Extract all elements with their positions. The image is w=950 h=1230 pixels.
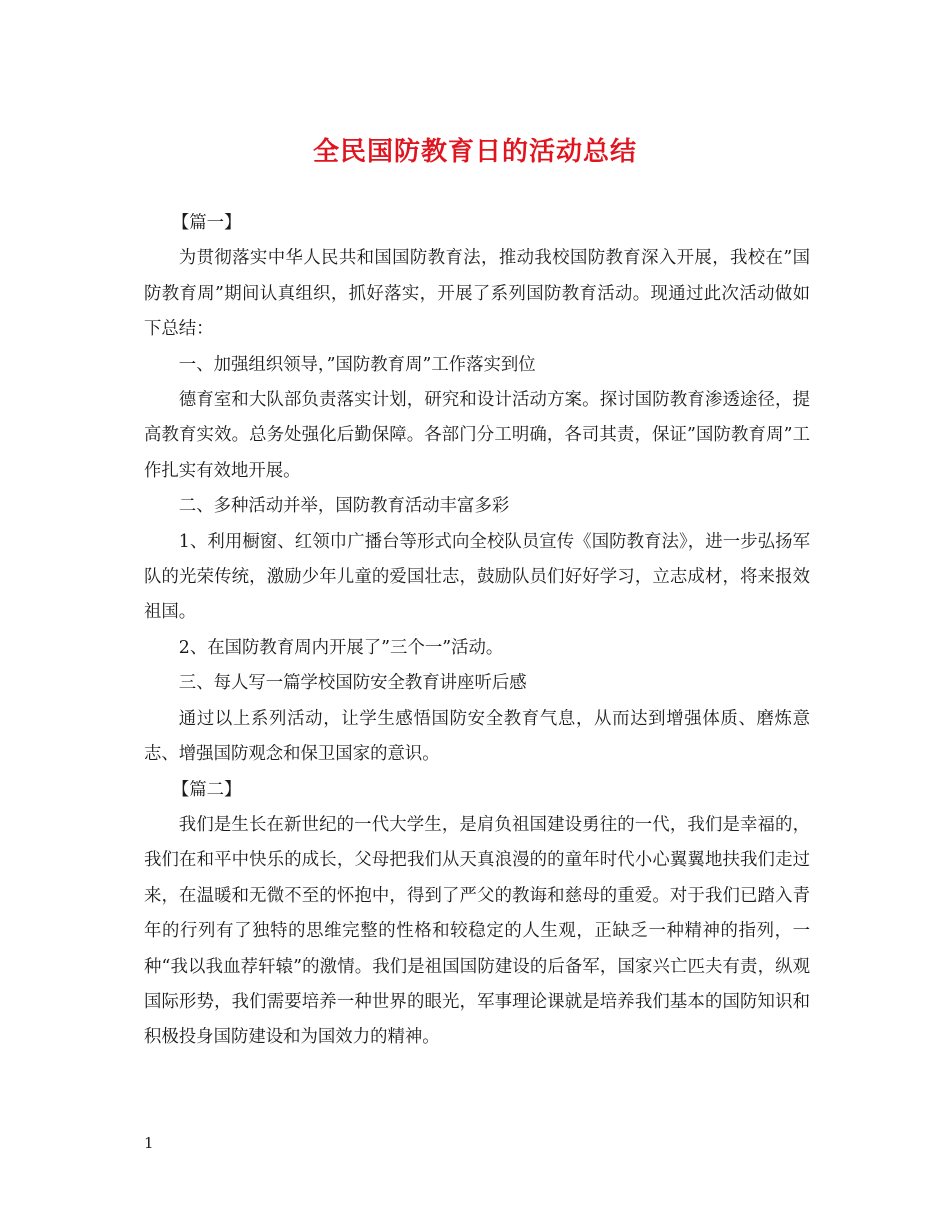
document-body <box>144 206 810 1056</box>
paragraph-activity-two: 2、在国防教育周内开展了”三个一”活动。 <box>178 637 504 658</box>
document-title: 全民国防教育日的活动总结 <box>312 137 637 167</box>
section-heading-part-one: 【篇一】 <box>171 213 242 233</box>
paragraph-point-one: 一、加强组织领导，”国防教育周”工作落实到位 <box>178 354 536 375</box>
paragraph-conclusion: 通过以上系列活动，让学生感悟国防安全教育气息，从而达到增强体质、磨炼意志、增强国防观念和保卫国家的意识。 <box>144 708 810 765</box>
paragraph-activity-one: 1、利用橱窗、红领巾广播台等形式向全校队员宣传《国防教育法》，进一步弘扬军队的光荣传统，激励少年儿童的爱国壮志，鼓励队员们好好学习，立志成材，将来报效祖国。 <box>144 531 810 623</box>
paragraph-organization: 德育室和大队部负责落实计划，研究和设计活动方案。探讨国防教育渗透途径，提高教育实效。总务处强化后勤保障。各部门分工明确，各司其责，保证”国防教育周”工作扎实有效地开展。 <box>144 390 810 481</box>
page-number: 1 <box>144 1134 154 1152</box>
paragraph-point-two: 二、多种活动并举，国防教育活动丰富多彩 <box>178 496 510 517</box>
paragraph-intro: 为贯彻落实中华人民共和国国防教育法，推动我校国防教育深入开展，我校在”国防教育周”期间认真组织，抓好落实，开展了系列国防教育活动。现通过此次活动做如下总结： <box>144 248 810 340</box>
paragraph-part-two-body: 我们是生长在新世纪的一代大学生，是肩负祖国建设勇往的一代，我们是幸福的，我们在和平中快乐的成长，父母把我们从天真浪漫的的童年时代小心翼翼地扶我们走过来，在温暖和无微不至的怀抱中，得到了严父的教诲和慈母的重爱。对于我们已踏入青年的行列有了独特的思维完整的性格和较稳定的人生观，正缺乏一种精神的指列，一种“我以我血荐轩辕”的激情。我们是祖国国防建设的后备军，国家兴亡匹夫有责，纵观国际形势，我们需要培养一种世界的眼光，军事理论课就是培养我们基本的国防知识和积极投身国防建设和为国效力的精神。 <box>144 814 810 1048</box>
section-heading-part-two: 【篇二】 <box>171 779 242 800</box>
paragraph-point-three: 三、每人写一篇学校国防安全教育讲座听后感 <box>178 673 527 694</box>
